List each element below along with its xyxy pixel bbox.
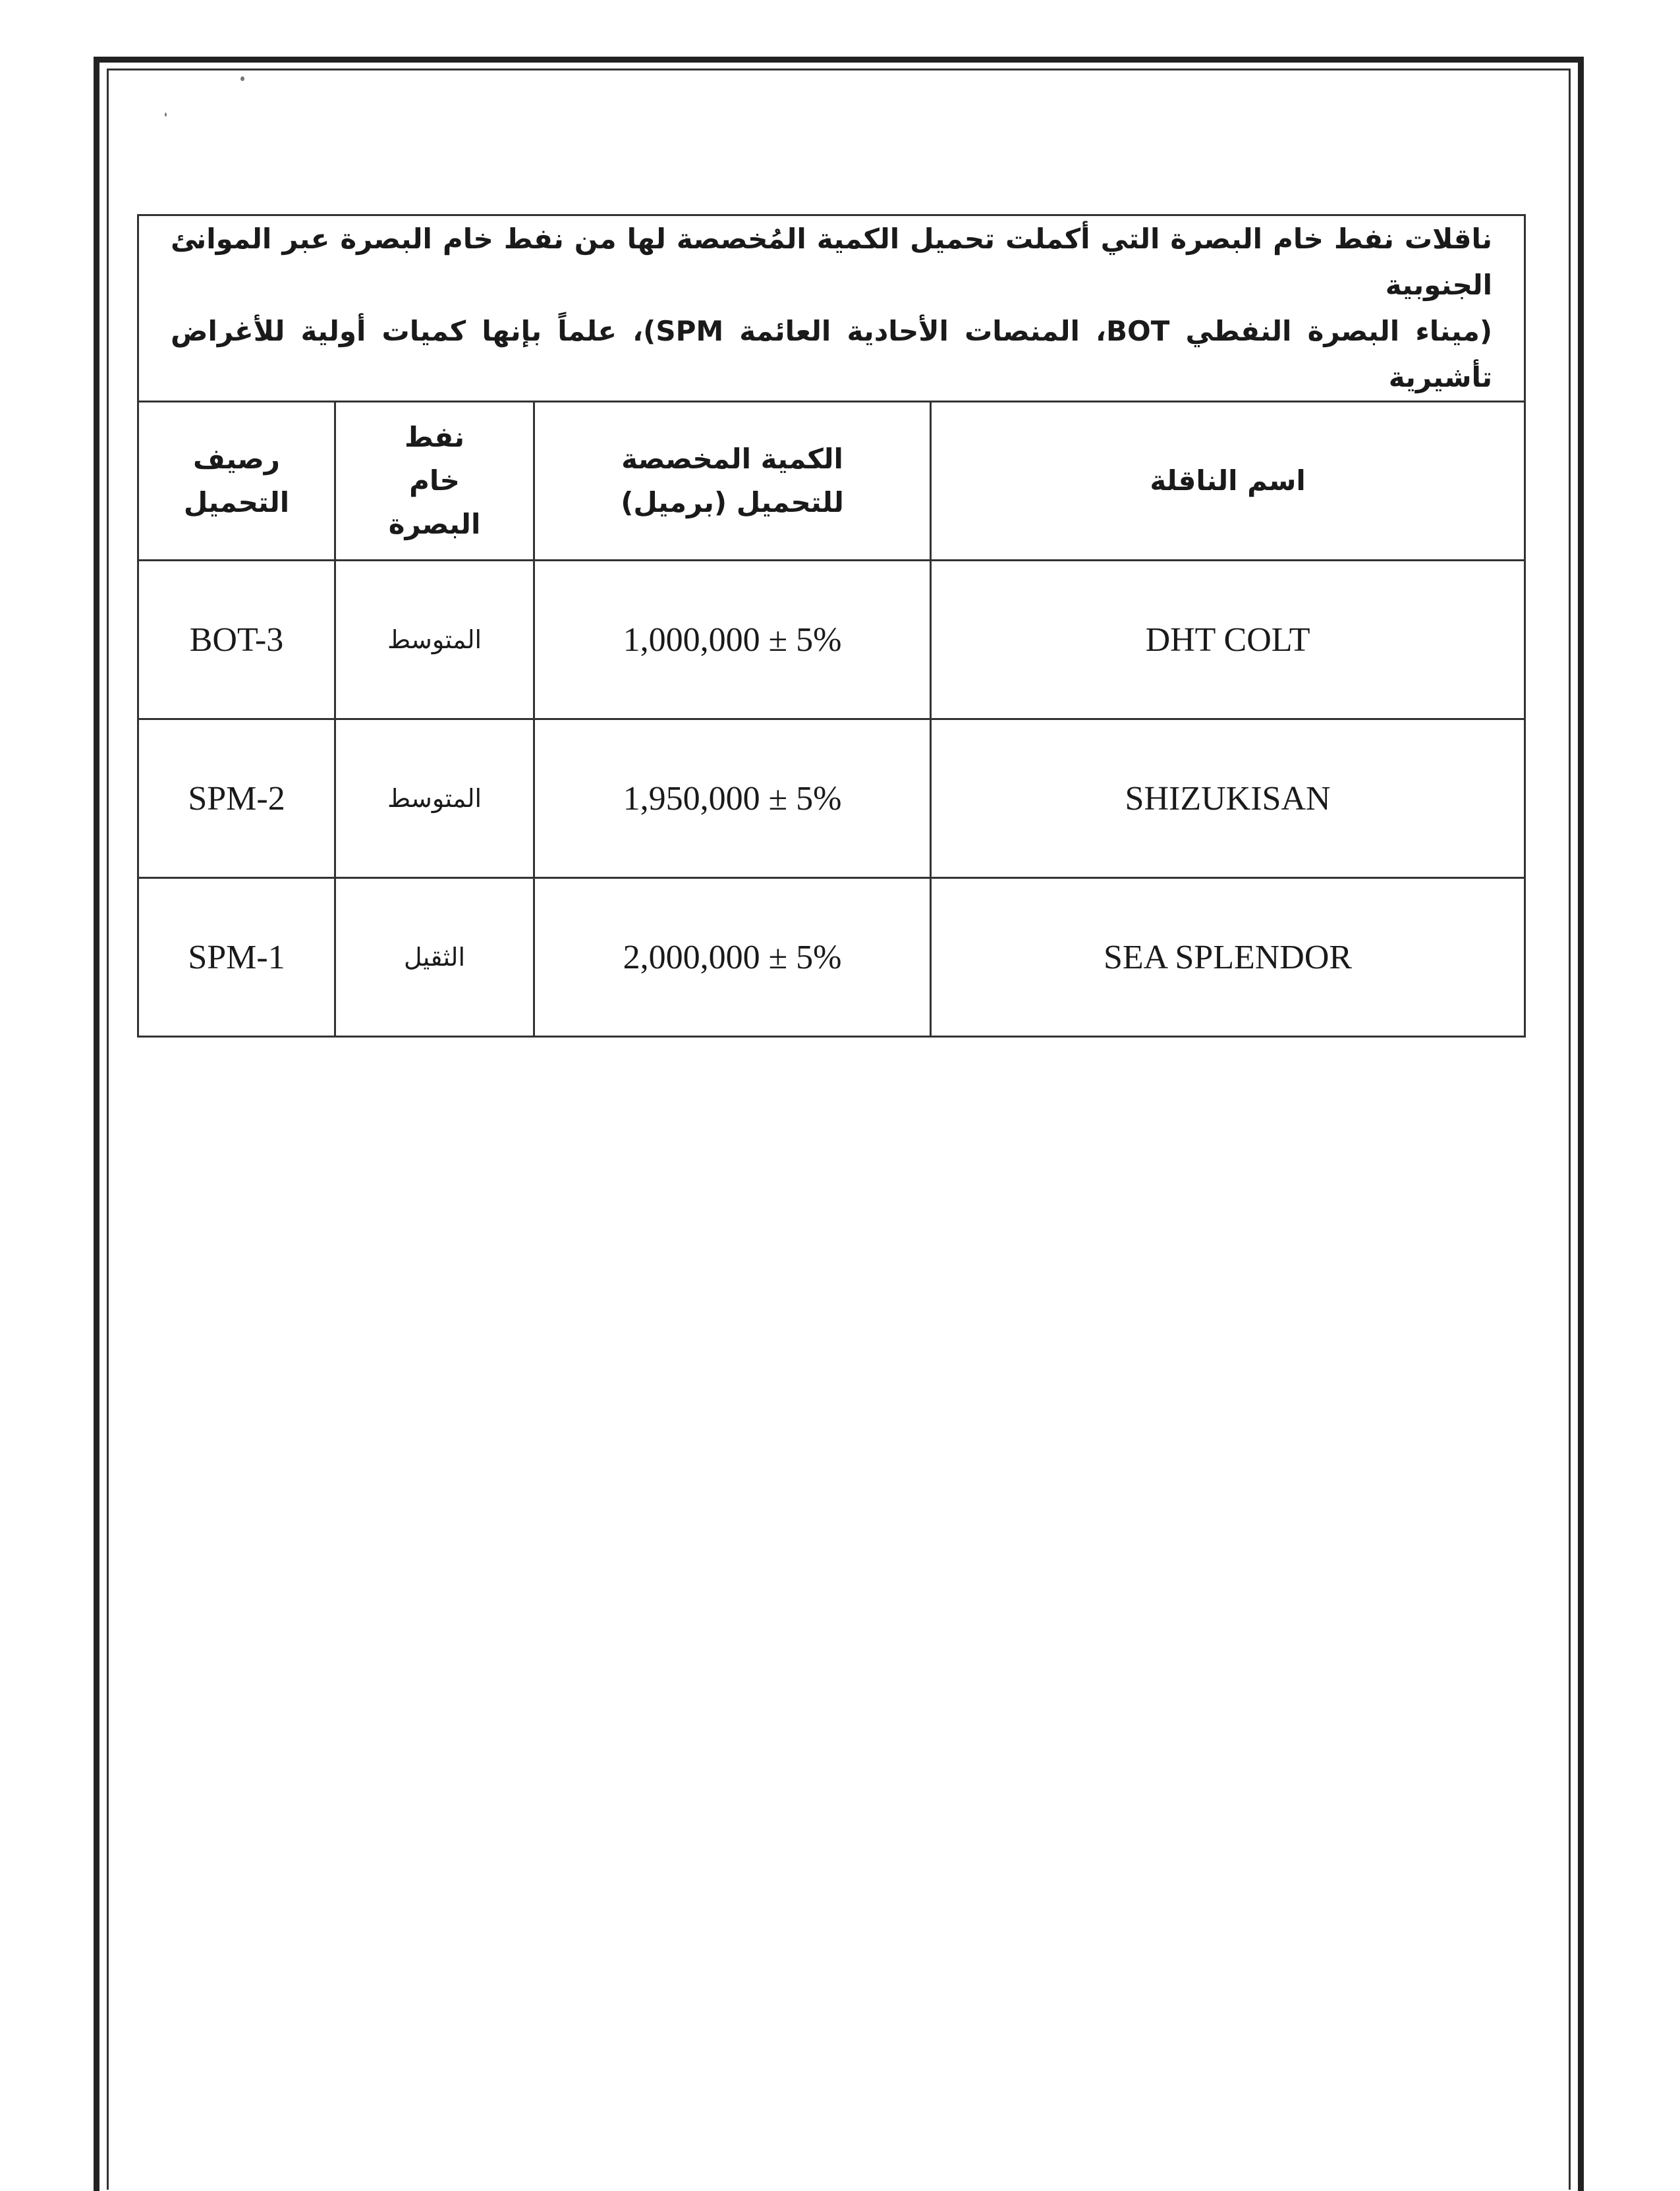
header-quantity: الكمية المخصصة للتحميل (برميل) [534, 402, 931, 561]
cell-quantity [534, 878, 931, 1037]
scan-speck [240, 76, 244, 81]
cell-crude [335, 878, 534, 1037]
cell-vessel-name [931, 561, 1525, 719]
quantity: 1,950,000 ± 5% [623, 779, 842, 818]
cell-crude [335, 719, 534, 878]
berth: SPM-1 [188, 938, 285, 976]
table-title-row [138, 215, 1525, 402]
vessels-table [137, 214, 1526, 1038]
scan-speck [165, 113, 167, 117]
cell-berth [138, 561, 335, 719]
table-row [138, 561, 1525, 719]
cell-crude [335, 561, 534, 719]
header-crude: نفط خام البصرة [335, 402, 534, 561]
berth: BOT-3 [189, 621, 284, 659]
table-header-row [138, 402, 1525, 561]
cell-vessel-name [931, 719, 1525, 878]
crude-grade: الثقيل [404, 943, 466, 972]
crude-grade: المتوسط [387, 784, 482, 813]
vessel-name: SHIZUKISAN [1125, 779, 1331, 818]
cell-berth [138, 719, 335, 878]
vessel-name: DHT COLT [1145, 621, 1310, 659]
berth: SPM-2 [188, 779, 285, 818]
header-vessel-name: اسم الناقلة [931, 402, 1525, 561]
crude-grade: المتوسط [387, 625, 482, 654]
table-row [138, 719, 1525, 878]
cell-quantity [534, 719, 931, 878]
cell-vessel-name [931, 878, 1525, 1037]
title-line-1: ناقلات نفط خام البصرة التي أكملت تحميل الكمية المُخصصة لها من نفط خام البصرة عبر الموانئ الجنوبية [171, 223, 1493, 301]
vessel-name: SEA SPLENDOR [1104, 938, 1353, 976]
cell-quantity [534, 561, 931, 719]
quantity: 2,000,000 ± 5% [623, 938, 842, 976]
table-title [138, 215, 1525, 402]
quantity: 1,000,000 ± 5% [623, 621, 842, 659]
header-berth: رصيف التحميل [138, 402, 335, 561]
cell-berth [138, 878, 335, 1037]
title-line-2: (ميناء البصرة النفطي BOT، المنصات الأحادية العائمة SPM)، علماً بإنها كميات أولية للأغراض تأشيرية [171, 315, 1493, 393]
table-row [138, 878, 1525, 1037]
